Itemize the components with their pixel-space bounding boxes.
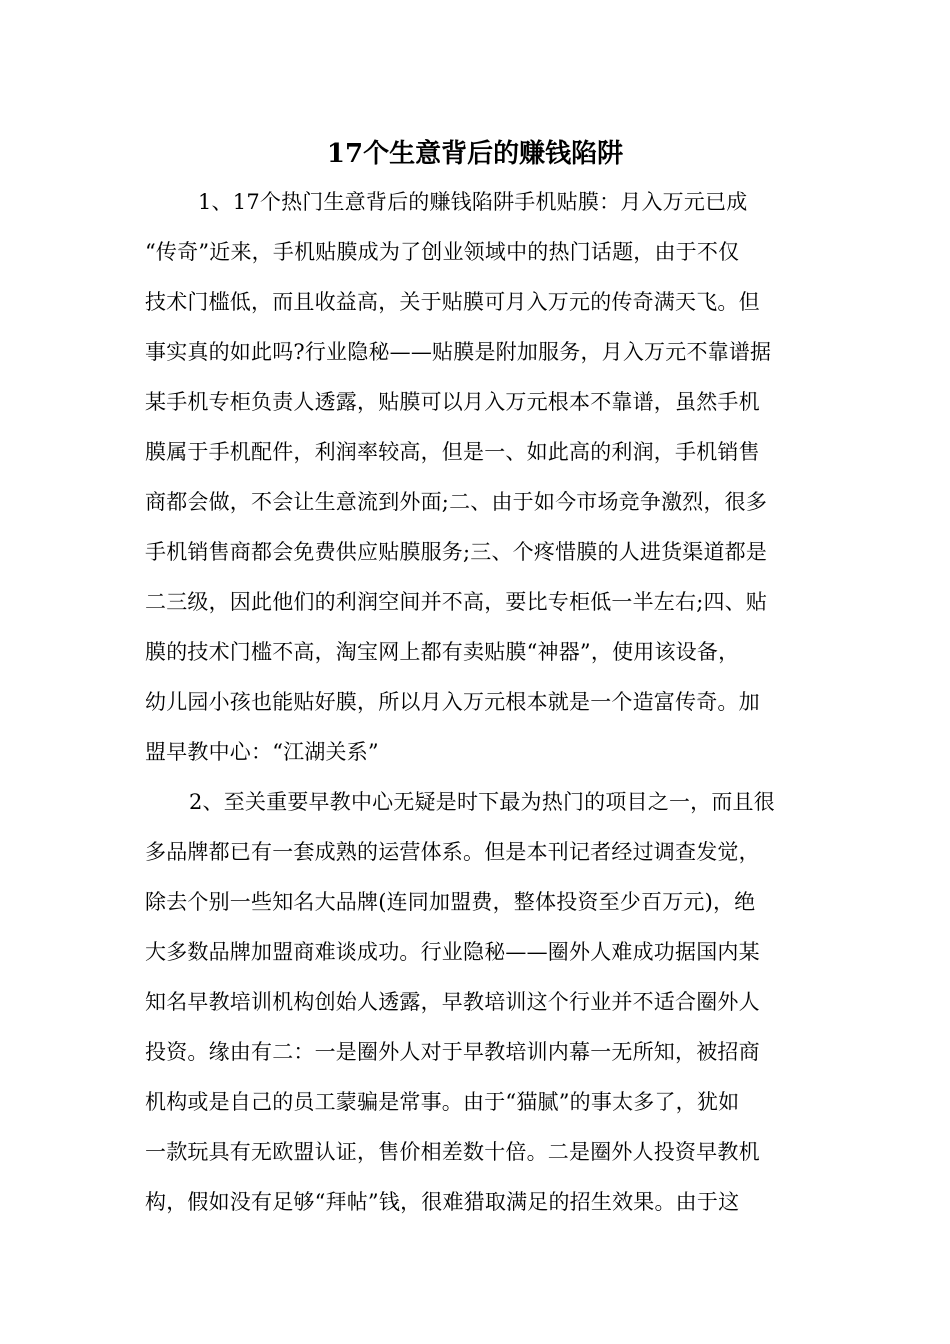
text-line: 除去个别一些知名大品牌(连同加盟费，整体投资至少百万元)，绝 <box>145 890 756 914</box>
paragraph-2 <box>145 782 805 1232</box>
text-line: 膜属于手机配件，利润率较高，但是一、如此高的利润，手机销售 <box>145 440 760 464</box>
text-line: 二三级，因此他们的利润空间并不高，要比专柜低一半左右;四、贴 <box>145 590 768 614</box>
text-line: 事实真的如此吗?行业隐秘——贴膜是附加服务，月入万元不靠谱据 <box>145 340 772 364</box>
text-line: 投资。缘由有二：一是圈外人对于早教培训内幕一无所知，被招商 <box>145 1040 760 1064</box>
text-line: 盟早教中心：“江湖关系” <box>145 740 379 764</box>
text-line: 手机销售商都会免费供应贴膜服务;三、个疼惜膜的人进货渠道都是 <box>145 540 768 564</box>
text-line: 商都会做，不会让生意流到外面;二、由于如今市场竞争激烈，很多 <box>145 490 768 514</box>
text-line: 知名早教培训机构创始人透露，早教培训这个行业并不适合圈外人 <box>145 990 760 1014</box>
text-line: 某手机专柜负责人透露，贴膜可以月入万元根本不靠谱，虽然手机 <box>145 390 760 414</box>
text-line: 2、至关重要早教中心无疑是时下最为热门的项目之一，而且很 <box>189 790 775 814</box>
text-line: 一款玩具有无欧盟认证，售价相差数十倍。二是圈外人投资早教机 <box>145 1140 760 1164</box>
paragraph-1 <box>145 182 805 782</box>
text-line: 膜的技术门槛不高，淘宝网上都有卖贴膜“神器”，使用该设备， <box>145 640 740 664</box>
text-line: “传奇”近来，手机贴膜成为了创业领域中的热门话题，由于不仅 <box>145 240 740 264</box>
text-line: 技术门槛低，而且收益高，关于贴膜可月入万元的传奇满天飞。但 <box>145 290 760 314</box>
text-line: 构，假如没有足够“拜帖”钱，很难猎取满足的招生效果。由于这 <box>145 1190 740 1214</box>
text-line: 1、17个热门生意背后的赚钱陷阱手机贴膜：月入万元已成 <box>198 190 748 214</box>
document-title: 17个生意背后的赚钱陷阱 <box>326 139 624 169</box>
document-body <box>145 182 805 1232</box>
text-line: 机构或是自己的员工蒙骗是常事。由于“猫腻”的事太多了，犹如 <box>145 1090 740 1114</box>
text-line: 幼儿园小孩也能贴好膜，所以月入万元根本就是一个造富传奇。加 <box>145 690 760 714</box>
text-line: 大多数品牌加盟商难谈成功。行业隐秘——圈外人难成功据国内某 <box>145 940 760 964</box>
text-line: 多品牌都已有一套成熟的运营体系。但是本刊记者经过调查发觉， <box>145 840 760 864</box>
